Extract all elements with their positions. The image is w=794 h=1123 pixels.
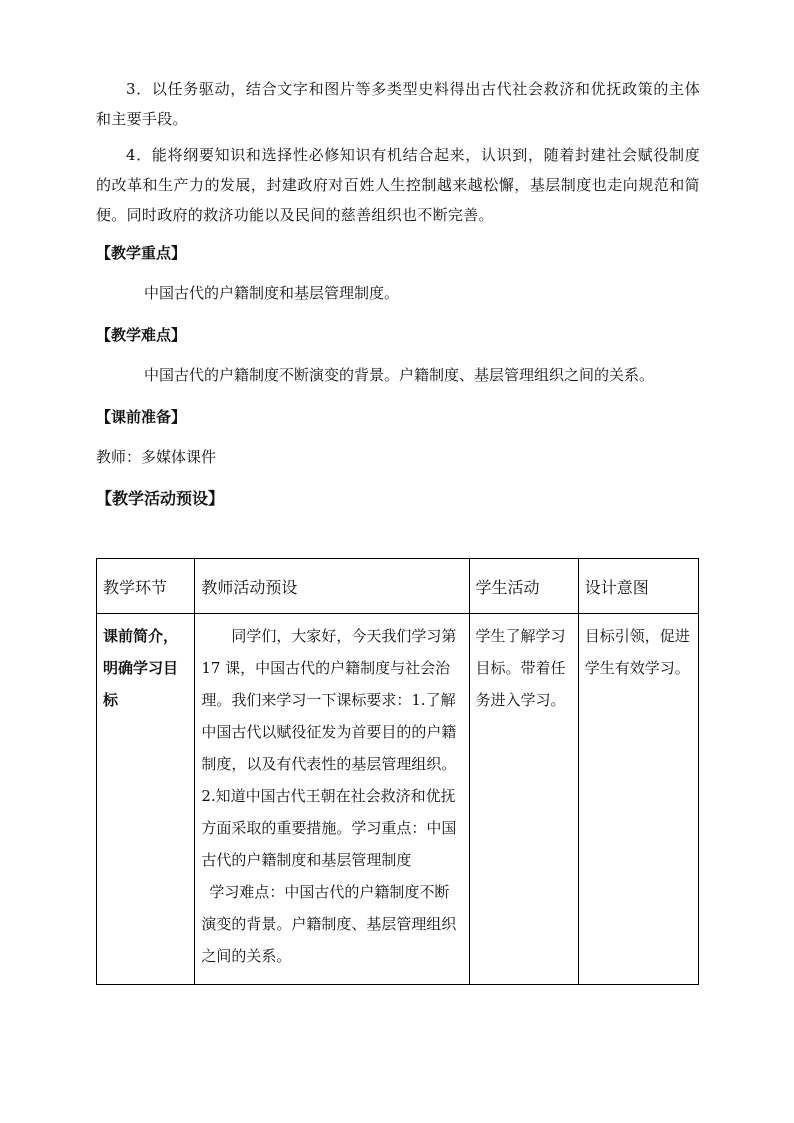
student-activity-text: 学生了解学习目标。带着任务进入学习。 <box>475 627 566 709</box>
stage-text: 课前简介，明确学习目标 <box>103 627 179 709</box>
header-teacher-activity: 教师活动预设 <box>195 559 469 614</box>
cell-student-activity <box>469 614 578 985</box>
document-body <box>96 74 700 512</box>
teacher-activity-difficulty: 学习难点：中国古代的户籍制度不断演变的背景。户籍制度、基层管理组织之间的关系。 <box>201 883 457 965</box>
key-points-heading: 【教学重点】 <box>96 244 187 262</box>
cell-design-intent <box>578 614 698 985</box>
difficulties-heading: 【教学难点】 <box>96 326 187 344</box>
table-header-row <box>97 559 699 614</box>
preparation-text: 教师：多媒体课件 <box>96 448 217 466</box>
preparation-heading: 【课前准备】 <box>96 408 187 426</box>
cell-stage <box>97 614 195 985</box>
header-student-activity: 学生活动 <box>469 559 578 614</box>
design-intent-text: 目标引领，促进学生有效学习。 <box>584 627 690 677</box>
difficulties-text: 中国古代的户籍制度不断演变的背景。户籍制度、基层管理组织之间的关系。 <box>144 366 655 384</box>
activity-heading: 【教学活动预设】 <box>96 489 225 508</box>
header-design-intent: 设计意图 <box>578 559 698 614</box>
header-stage: 教学环节 <box>97 559 195 614</box>
objective-3: 3．以任务驱动，结合文字和图片等多类型史料得出古代社会救济和优抚政策的主体和主要手段。 <box>96 80 700 128</box>
table-row <box>97 614 699 985</box>
teacher-activity-text: 同学们，大家好，今天我们学习第 17 课，中国古代的户籍制度与社会治理。我们来学习一下课标要求：1.了解中国古代以赋役征发为首要目的的户籍制度，以及有代表性的基层管理组织。2.知道中国古代王朝在社会救济和优抚方面采取的重要措施。学习重点：中国古代的户籍制度和基层管理制度 <box>201 627 457 869</box>
key-points-text: 中国古代的户籍制度和基层管理制度。 <box>144 284 400 302</box>
cell-teacher-activity <box>195 614 469 985</box>
objective-4: 4．能将纲要知识和选择性必修知识有机结合起来，认识到，随着封建社会赋役制度的改革和生产力的发展，封建政府对百姓人生控制越来越松懈，基层制度也走向规范和简便。同时政府的救济功能以及民间的慈善组织也不断完善。 <box>96 146 700 224</box>
activity-table <box>96 558 699 985</box>
